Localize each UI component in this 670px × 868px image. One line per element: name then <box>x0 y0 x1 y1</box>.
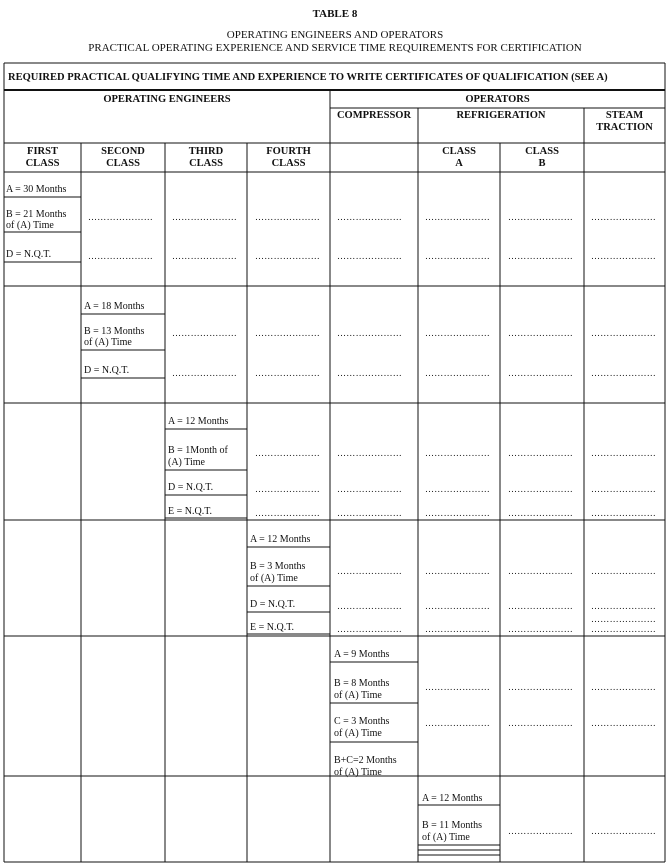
dotted-leader: ………………… <box>508 484 574 494</box>
table-title-line-2: PRACTICAL OPERATING EXPERIENCE AND SERVICE TIME REQUIREMENTS FOR CERTIFICATION <box>88 42 582 54</box>
r6-b-line2: of (A) Time <box>422 832 470 843</box>
dotted-leader: ………………… <box>255 484 321 494</box>
r6-a: A = 12 Months <box>422 793 483 804</box>
r4-b-line1: B = 3 Months <box>250 561 306 572</box>
r2-b-line2: of (A) Time <box>84 337 132 348</box>
dotted-leader: ………………… <box>337 508 403 518</box>
dotted-leader: ………………… <box>508 212 574 222</box>
dotted-leader: ………………… <box>508 368 574 378</box>
dotted-leader: ………………… <box>337 484 403 494</box>
dotted-leader: ………………… <box>255 448 321 458</box>
col-steam-line-2: TRACTION <box>596 122 653 133</box>
dotted-leader: ………………… <box>591 566 657 576</box>
dotted-leader: ………………… <box>425 718 491 728</box>
table-number: TABLE 8 <box>312 8 358 20</box>
dotted-leader: ………………… <box>88 251 154 261</box>
dotted-leader: ………………… <box>425 484 491 494</box>
dotted-leader: ………………… <box>425 212 491 222</box>
r4-a: A = 12 Months <box>250 534 311 545</box>
dotted-leader: ………………… <box>591 601 657 611</box>
dotted-leader: ………………… <box>337 368 403 378</box>
r5-bc-line2: of (A) Time <box>334 767 382 778</box>
r3-b-line2: (A) Time <box>168 457 205 468</box>
dotted-leader: ………………… <box>172 212 238 222</box>
dotted-leader: ………………… <box>591 448 657 458</box>
dotted-leader: ………………… <box>255 368 321 378</box>
col-refrigeration: REFRIGERATION <box>456 110 546 121</box>
r5-bc-line1: B+C=2 Months <box>334 755 397 766</box>
dotted-leader: ………………… <box>591 826 657 836</box>
dotted-leader: ………………… <box>591 251 657 261</box>
dotted-leader: ………………… <box>172 251 238 261</box>
col-fourth-class-2: CLASS <box>271 158 306 169</box>
dotted-leader: ………………… <box>508 328 574 338</box>
dotted-leader: ………………… <box>255 251 321 261</box>
dotted-leader: ………………… <box>425 601 491 611</box>
dotted-leader: ………………… <box>591 508 657 518</box>
col-compressor: COMPRESSOR <box>336 110 412 121</box>
r5-b-line2: of (A) Time <box>334 690 382 701</box>
col-fourth-class-1: FOURTH <box>266 146 311 157</box>
r4-e: E = N.Q.T. <box>250 622 295 633</box>
dotted-leader: ………………… <box>591 212 657 222</box>
r4-b-line2: of (A) Time <box>250 573 298 584</box>
dotted-leader: ………………… <box>591 682 657 692</box>
dotted-leader: ………………… <box>255 212 321 222</box>
banner-required-time: REQUIRED PRACTICAL QUALIFYING TIME AND EXPERIENCE TO WRITE CERTIFICATES OF QUALIFICATION (SEE A) <box>8 72 608 83</box>
col-first-class-2: CLASS <box>25 158 60 169</box>
col-class-b-2: B <box>538 158 546 169</box>
dotted-leader: ………………… <box>591 368 657 378</box>
r5-b-line1: B = 8 Months <box>334 678 390 689</box>
col-class-a-2: A <box>455 158 463 169</box>
r5-a: A = 9 Months <box>334 649 390 660</box>
r5-c-line2: of (A) Time <box>334 728 382 739</box>
dotted-leader: ………………… <box>337 448 403 458</box>
group-operators: OPERATORS <box>465 94 530 105</box>
dotted-leader: ………………… <box>337 251 403 261</box>
dotted-leader: ………………… <box>425 508 491 518</box>
r1-b-line2: of (A) Time <box>6 220 54 231</box>
dotted-leader: ………………… <box>508 508 574 518</box>
dotted-leader: ………………… <box>172 328 238 338</box>
dotted-leader: ………………… <box>508 566 574 576</box>
col-second-class-1: SECOND <box>101 146 145 157</box>
r1-a: A = 30 Months <box>6 184 67 195</box>
r3-e: E = N.Q.T. <box>168 506 213 517</box>
r1-b-line1: B = 21 Months <box>6 209 67 220</box>
dotted-leader: ………………… <box>337 328 403 338</box>
dotted-leader: ………………… <box>508 624 574 634</box>
dotted-leader: ………………… <box>508 682 574 692</box>
dotted-leader: ………………… <box>425 566 491 576</box>
r1-d: D = N.Q.T. <box>6 249 52 260</box>
dotted-leader: ………………… <box>255 328 321 338</box>
dotted-leader: ………………… <box>337 212 403 222</box>
dotted-leader: ………………… <box>255 508 321 518</box>
dotted-leader: ………………… <box>337 624 403 634</box>
dotted-leader: ………………… <box>508 718 574 728</box>
dotted-leader: ………………… <box>337 566 403 576</box>
dotted-leader: ………………… <box>591 614 657 624</box>
dotted-leader: ………………… <box>508 448 574 458</box>
r5-c-line1: C = 3 Months <box>334 716 390 727</box>
dotted-leader: ………………… <box>425 251 491 261</box>
col-steam-line-1: STEAM <box>605 110 644 121</box>
dotted-leader: ………………… <box>591 328 657 338</box>
dotted-leader: ………………… <box>425 624 491 634</box>
r3-a: A = 12 Months <box>168 416 229 427</box>
dotted-leader: ………………… <box>88 212 154 222</box>
table-title-line-1: OPERATING ENGINEERS AND OPERATORS <box>226 29 444 41</box>
dotted-leader: ………………… <box>425 368 491 378</box>
r6-b-line1: B = 11 Months <box>422 820 482 831</box>
col-third-class-1: THIRD <box>188 146 224 157</box>
r3-b-line1: B = 1Month of <box>168 445 228 456</box>
col-third-class-2: CLASS <box>189 158 223 169</box>
dotted-leader: ………………… <box>591 718 657 728</box>
r2-b-line1: B = 13 Months <box>84 326 145 337</box>
dotted-leader: ………………… <box>508 826 574 836</box>
r4-d: D = N.Q.T. <box>250 599 296 610</box>
col-first-class-1: FIRST <box>27 146 58 157</box>
dotted-leader: ………………… <box>337 601 403 611</box>
dotted-leader: ………………… <box>591 484 657 494</box>
col-class-b-1: CLASS <box>525 146 559 157</box>
dotted-leader: ………………… <box>425 682 491 692</box>
dotted-leader: ………………… <box>591 624 657 634</box>
dotted-leader: ………………… <box>425 328 491 338</box>
group-operating-engineers: OPERATING ENGINEERS <box>103 94 231 105</box>
col-class-a-1: CLASS <box>442 146 476 157</box>
r3-d: D = N.Q.T. <box>168 482 214 493</box>
dotted-leader: ………………… <box>425 448 491 458</box>
dotted-leader: ………………… <box>508 251 574 261</box>
r2-d: D = N.Q.T. <box>84 365 130 376</box>
dotted-leader: ………………… <box>172 368 238 378</box>
r2-a: A = 18 Months <box>84 301 145 312</box>
dotted-leader: ………………… <box>508 601 574 611</box>
col-second-class-2: CLASS <box>106 158 140 169</box>
